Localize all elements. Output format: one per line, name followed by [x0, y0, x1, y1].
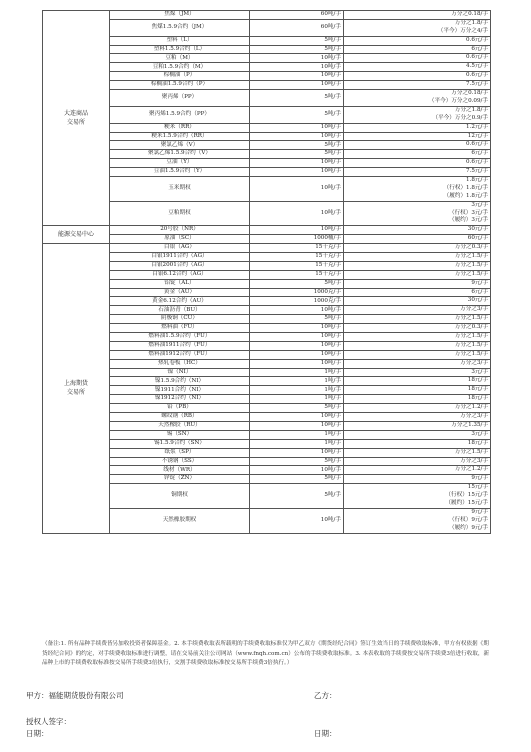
- contract-unit: 5吨/手: [250, 141, 344, 150]
- contract-unit: 10吨/手: [250, 132, 344, 141]
- contract-unit: 10吨/手: [250, 324, 344, 333]
- contract-unit: 5吨/手: [250, 475, 344, 484]
- table-row: [43, 106, 491, 123]
- contract-unit: 10吨/手: [250, 350, 344, 359]
- product-name: 棕榈油（P）: [110, 72, 250, 81]
- product-name: 豆粕（M）: [110, 54, 250, 63]
- fee-line: 万分之0.3/手: [454, 244, 488, 251]
- fee-value: [344, 421, 491, 430]
- fee-line: 3元/手: [471, 368, 488, 375]
- fee-line: 万分之1.2/手: [454, 404, 488, 411]
- fee-line: 30元/手: [467, 226, 488, 233]
- fee-line: 万分之1.8/手: [454, 19, 488, 26]
- product-name: 不锈钢（SS）: [110, 457, 250, 466]
- product-name: 燃料油（FU）: [110, 324, 250, 333]
- table-row: [43, 430, 491, 439]
- fee-line: 0.6元/手: [466, 36, 488, 43]
- fee-value: [344, 72, 491, 81]
- product-name: 豆油1.5.9合约（Y）: [110, 168, 250, 177]
- contract-unit: 15千克/手: [250, 261, 344, 270]
- fee-value: [344, 315, 491, 324]
- authorized-signature-label: 授权人签字：: [26, 717, 71, 726]
- contract-unit: 10吨/手: [250, 176, 344, 201]
- fee-line: 60元/手: [467, 235, 488, 242]
- fee-value: [344, 90, 491, 107]
- table-row: [43, 324, 491, 333]
- fee-value: [344, 81, 491, 90]
- contract-unit: 1吨/手: [250, 439, 344, 448]
- fee-line: （履约）1.8元/手: [443, 192, 488, 199]
- product-name: 线材（WR）: [110, 466, 250, 475]
- fee-line: 万分之0.3/手: [454, 324, 488, 331]
- product-name: 白银（AG）: [110, 244, 250, 253]
- table-row: [43, 350, 491, 359]
- product-name: 燃料油1912合约（FU）: [110, 350, 250, 359]
- product-name: 热轧卷板（HC）: [110, 359, 250, 368]
- product-name: 焦煤（JM）: [110, 11, 250, 20]
- fee-value: [344, 457, 491, 466]
- product-name: 黄金6.12合约（AU）: [110, 297, 250, 306]
- table-row: [43, 333, 491, 342]
- product-name: 聚丙烯（PP）: [110, 90, 250, 107]
- table-row: [43, 132, 491, 141]
- table-row: [43, 368, 491, 377]
- fee-value: [344, 466, 491, 475]
- contract-unit: 10吨/手: [250, 341, 344, 350]
- fee-line: 18元/手: [467, 386, 488, 393]
- date-b-label: 日期：: [314, 729, 337, 738]
- table-row: [43, 123, 491, 132]
- fee-value: [344, 253, 491, 262]
- fee-line: 15元/手: [467, 484, 488, 491]
- contract-unit: 5吨/手: [250, 45, 344, 54]
- contract-unit: 5吨/手: [250, 150, 344, 159]
- table-row: [43, 244, 491, 253]
- fee-value: [344, 54, 491, 63]
- table-row: [43, 159, 491, 168]
- fee-line: （履约）3元/手: [448, 217, 488, 224]
- fee-line: 万分之1.5/手: [454, 448, 488, 455]
- fee-line: 万分之0.18/手: [451, 11, 488, 17]
- product-name: 锡1.5.9合约（SN）: [110, 439, 250, 448]
- fee-line: 6元/手: [471, 288, 488, 295]
- contract-unit: 5吨/手: [250, 404, 344, 413]
- table-row: [43, 176, 491, 201]
- fee-line: 1.2元/手: [466, 123, 488, 130]
- fee-line: 1.8元/手: [466, 176, 488, 183]
- table-row: [43, 395, 491, 404]
- contract-unit: 5吨/手: [250, 457, 344, 466]
- table-row: [43, 377, 491, 386]
- table-row: [43, 19, 491, 36]
- exchange-name-energy: 能源交易中心: [43, 226, 110, 244]
- fee-value: [344, 333, 491, 342]
- table-row: [43, 386, 491, 395]
- contract-unit: 1吨/手: [250, 377, 344, 386]
- fee-value: [344, 439, 491, 448]
- contract-unit: 5吨/手: [250, 90, 344, 107]
- contract-unit: 10吨/手: [250, 72, 344, 81]
- fee-line: 7.5元/手: [466, 81, 488, 88]
- fee-value: [344, 132, 491, 141]
- date-a-label: 日期：: [26, 729, 49, 738]
- fee-value: [344, 168, 491, 177]
- fee-line: 万分之1.5/手: [454, 315, 488, 322]
- fee-line: 4.5元/手: [466, 63, 488, 70]
- contract-unit: 1吨/手: [250, 430, 344, 439]
- product-name: 铅（PB）: [110, 404, 250, 413]
- contract-unit: 5吨/手: [250, 279, 344, 288]
- contract-unit: 10吨/手: [250, 508, 344, 533]
- fee-line: 万分之1.2/手: [454, 466, 488, 473]
- fee-value: [344, 324, 491, 333]
- table-row: [43, 413, 491, 422]
- table-row: [43, 439, 491, 448]
- product-name: 黄金（AU）: [110, 288, 250, 297]
- fee-line: （平今）万分之0.09/手: [428, 97, 488, 104]
- table-row: [43, 253, 491, 262]
- product-name: 镍（NI）: [110, 368, 250, 377]
- fee-value: [344, 159, 491, 168]
- product-name: 镍1.5.9合约（NI）: [110, 377, 250, 386]
- fee-line: 6元/手: [471, 45, 488, 52]
- product-name: 粳米（RR）: [110, 123, 250, 132]
- fee-line: 万分之1.8/手: [454, 106, 488, 113]
- fee-value: [344, 235, 491, 244]
- fee-line: （行权）3元/手: [448, 209, 488, 216]
- table-row: [43, 288, 491, 297]
- fee-value: [344, 11, 491, 20]
- product-name: 豆粕期权: [110, 201, 250, 226]
- product-name: 聚丙烯1.5.9合约（PP）: [110, 106, 250, 123]
- product-name: 石油沥青（BU）: [110, 306, 250, 315]
- fee-line: 18元/手: [467, 395, 488, 402]
- fee-value: [344, 413, 491, 422]
- fee-line: 0.6元/手: [466, 159, 488, 166]
- fee-line: 0.6元/手: [466, 72, 488, 79]
- contract-unit: 1000桶/手: [250, 235, 344, 244]
- fee-line: （平今）万分之0.9/手: [432, 114, 488, 121]
- fee-line: 万分之3/手: [460, 359, 488, 366]
- fee-value: [344, 63, 491, 72]
- product-name: 燃料油1911合约（FU）: [110, 341, 250, 350]
- product-name: 铝锭（AL）: [110, 279, 250, 288]
- contract-unit: 10吨/手: [250, 421, 344, 430]
- exchange-name-dalian: 大连商品 交易所: [43, 11, 110, 226]
- product-name: 锡（SN）: [110, 430, 250, 439]
- product-name: 天然橡胶（RU）: [110, 421, 250, 430]
- contract-unit: 10吨/手: [250, 413, 344, 422]
- product-name: 20号胶（NR）: [110, 226, 250, 235]
- fee-line: 万分之1.35/手: [451, 421, 488, 428]
- fee-value: [344, 141, 491, 150]
- fee-line: 9元/手: [471, 475, 488, 482]
- product-name: 聚氯乙烯1.5.9合约（V）: [110, 150, 250, 159]
- fee-line: 3元/手: [471, 430, 488, 437]
- fee-line: （行权）15元/手: [445, 492, 488, 499]
- fee-value: [344, 404, 491, 413]
- fee-value: [344, 36, 491, 45]
- party-a-label: 甲方：福能期货股份有限公司: [26, 691, 124, 700]
- contract-unit: 10吨/手: [250, 306, 344, 315]
- fee-line: 9元/手: [471, 279, 488, 286]
- contract-unit: 1000克/手: [250, 288, 344, 297]
- fee-value: [344, 341, 491, 350]
- contract-unit: 10吨/手: [250, 159, 344, 168]
- fee-line: 万分之1.5/手: [454, 341, 488, 348]
- fee-line: 18元/手: [467, 439, 488, 446]
- fee-line: （行权）1.8元/手: [443, 184, 488, 191]
- product-name: 镍1911合约（NI）: [110, 386, 250, 395]
- product-name: 阴极铜（CU）: [110, 315, 250, 324]
- fee-line: 万分之1.5/手: [454, 261, 488, 268]
- product-name: 粳米1.5.9合约（RR）: [110, 132, 250, 141]
- contract-unit: 1000克/手: [250, 297, 344, 306]
- fee-value: [344, 430, 491, 439]
- table-row: [43, 457, 491, 466]
- fee-line: 万分之1.5/手: [454, 333, 488, 340]
- fee-value: [344, 350, 491, 359]
- fee-value: [344, 150, 491, 159]
- fee-line: 9元/手: [471, 508, 488, 515]
- contract-unit: 15千克/手: [250, 253, 344, 262]
- table-row: [43, 11, 491, 20]
- fee-value: [344, 123, 491, 132]
- product-name: 白银2001合约（AG）: [110, 261, 250, 270]
- fee-value: [344, 377, 491, 386]
- fee-line: （平今）万分之4/手: [437, 27, 488, 34]
- fee-line: 万分之3/手: [460, 306, 488, 313]
- table-row: [43, 72, 491, 81]
- table-row: [43, 297, 491, 306]
- table-row: [43, 341, 491, 350]
- fee-value: [344, 45, 491, 54]
- fee-line: 12元/手: [467, 132, 488, 139]
- fee-value: [344, 201, 491, 226]
- product-name: 白银1911合约（AG）: [110, 253, 250, 262]
- fee-value: [344, 395, 491, 404]
- table-row: [43, 201, 491, 226]
- fee-value: [344, 19, 491, 36]
- fee-line: 3元/手: [471, 201, 488, 208]
- fee-line: 万分之1.5/手: [454, 270, 488, 277]
- fee-value: [344, 368, 491, 377]
- product-name: 塑料（L）: [110, 36, 250, 45]
- table-row: [43, 315, 491, 324]
- contract-unit: 10吨/手: [250, 466, 344, 475]
- contract-unit: 10吨/手: [250, 333, 344, 342]
- table-row: [43, 270, 491, 279]
- fee-line: 万分之1.5/手: [454, 350, 488, 357]
- table-row: [43, 63, 491, 72]
- contract-unit: 10吨/手: [250, 63, 344, 72]
- contract-unit: 5吨/手: [250, 106, 344, 123]
- fee-line: 万分之3/手: [460, 413, 488, 420]
- product-name: 纸浆（SP）: [110, 448, 250, 457]
- contract-unit: 15千克/手: [250, 270, 344, 279]
- contract-unit: 1吨/手: [250, 386, 344, 395]
- table-row: [43, 54, 491, 63]
- contract-unit: 10吨/手: [250, 123, 344, 132]
- fee-value: [344, 448, 491, 457]
- table-row: [43, 484, 491, 509]
- product-name: 白银6.12合约（AG）: [110, 270, 250, 279]
- contract-unit: 1吨/手: [250, 395, 344, 404]
- fee-value: [344, 359, 491, 368]
- contract-unit: 10吨/手: [250, 81, 344, 90]
- fee-value: [344, 297, 491, 306]
- table-row: [43, 448, 491, 457]
- product-name: 玉米期权: [110, 176, 250, 201]
- table-row: [43, 81, 491, 90]
- table-row: [43, 235, 491, 244]
- product-name: 豆粕1.5.9合约（M）: [110, 63, 250, 72]
- fee-value: [344, 508, 491, 533]
- contract-unit: 10吨/手: [250, 448, 344, 457]
- fee-line: （履约）15元/手: [445, 499, 488, 506]
- fee-value: [344, 288, 491, 297]
- table-row: [43, 508, 491, 533]
- table-row: [43, 90, 491, 107]
- fee-value: [344, 106, 491, 123]
- table-row: [43, 421, 491, 430]
- table-row: [43, 261, 491, 270]
- contract-unit: 15千克/手: [250, 244, 344, 253]
- product-name: 棕榈油1.5.9合约（P）: [110, 81, 250, 90]
- product-name: 聚氯乙烯（V）: [110, 141, 250, 150]
- contract-unit: 10吨/手: [250, 226, 344, 235]
- product-name: 螺纹钢（RB）: [110, 413, 250, 422]
- fee-line: 0.6元/手: [466, 54, 488, 61]
- fee-value: [344, 306, 491, 315]
- contract-unit: 1吨/手: [250, 368, 344, 377]
- product-name: 豆油（Y）: [110, 159, 250, 168]
- contract-unit: 5吨/手: [250, 36, 344, 45]
- table-row: [43, 168, 491, 177]
- product-name: 锌锭（ZN）: [110, 475, 250, 484]
- contract-unit: 10吨/手: [250, 359, 344, 368]
- remark-note: （备注:1. 所有品种手续费皆另加收投资者保障基金。2. 本手续费收取表所载明的手续费收取标准仅为甲乙双方《期货经纪合同》签订生效当日的手续费收取标准，甲方有权依据《期货经纪合同》的约定，对手续费收取标准进行调整，请在交易前关注公司网站（www.fnqh.com.cn）公布的手续费收取标准。3. 本表收取的手续费按交易所手续费3倍进行收取，新品种上市的手续费收取标准按交易所手续费3倍执行，交割手续费收取标准按交易所手续费3倍执行。）: [42, 641, 490, 666]
- fee-value: [344, 270, 491, 279]
- fee-value: [344, 279, 491, 288]
- contract-unit: 10吨/手: [250, 201, 344, 226]
- product-name: 燃料油1.5.9合约（FU）: [110, 333, 250, 342]
- fee-line: 18元/手: [467, 377, 488, 384]
- contract-unit: 5吨/手: [250, 315, 344, 324]
- fee-line: 万分之0.18/手: [451, 90, 488, 97]
- table-row: [43, 359, 491, 368]
- table-row: [43, 226, 491, 235]
- product-name: 铜期权: [110, 484, 250, 509]
- fee-line: 万分之3/手: [460, 457, 488, 464]
- fee-value: [344, 386, 491, 395]
- table-row: [43, 279, 491, 288]
- product-name: 镍1912合约（NI）: [110, 395, 250, 404]
- table-row: [43, 475, 491, 484]
- contract-unit: 60吨/手: [250, 19, 344, 36]
- fee-line: 万分之1.5/手: [454, 253, 488, 260]
- contract-unit: 60吨/手: [250, 11, 344, 20]
- table-row: [43, 150, 491, 159]
- contract-unit: 5吨/手: [250, 484, 344, 509]
- fee-line: 30元/手: [467, 297, 488, 304]
- product-name: 天然橡胶期权: [110, 508, 250, 533]
- fee-value: [344, 261, 491, 270]
- fee-value: [344, 226, 491, 235]
- table-row: [43, 466, 491, 475]
- party-b-label: 乙方：: [314, 691, 337, 700]
- table-row: [43, 141, 491, 150]
- fee-value: [344, 475, 491, 484]
- fee-line: 6元/手: [471, 150, 488, 157]
- exchange-name-shanghai: 上海期货 交易所: [43, 244, 110, 533]
- product-name: 原油（SC）: [110, 235, 250, 244]
- fee-value: [344, 176, 491, 201]
- fee-table: [42, 10, 491, 534]
- contract-unit: 10吨/手: [250, 54, 344, 63]
- fee-value: [344, 484, 491, 509]
- product-name: 焦煤1.5.9合约（JM）: [110, 19, 250, 36]
- table-row: [43, 45, 491, 54]
- table-row: [43, 36, 491, 45]
- fee-line: （履约）9元/手: [448, 524, 488, 531]
- table-row: [43, 306, 491, 315]
- contract-unit: 10吨/手: [250, 168, 344, 177]
- fee-line: 7.5元/手: [466, 168, 488, 175]
- product-name: 塑料1.5.9合约（L）: [110, 45, 250, 54]
- fee-line: （行权）9元/手: [448, 516, 488, 523]
- fee-line: 0.6元/手: [466, 141, 488, 148]
- fee-value: [344, 244, 491, 253]
- table-row: [43, 404, 491, 413]
